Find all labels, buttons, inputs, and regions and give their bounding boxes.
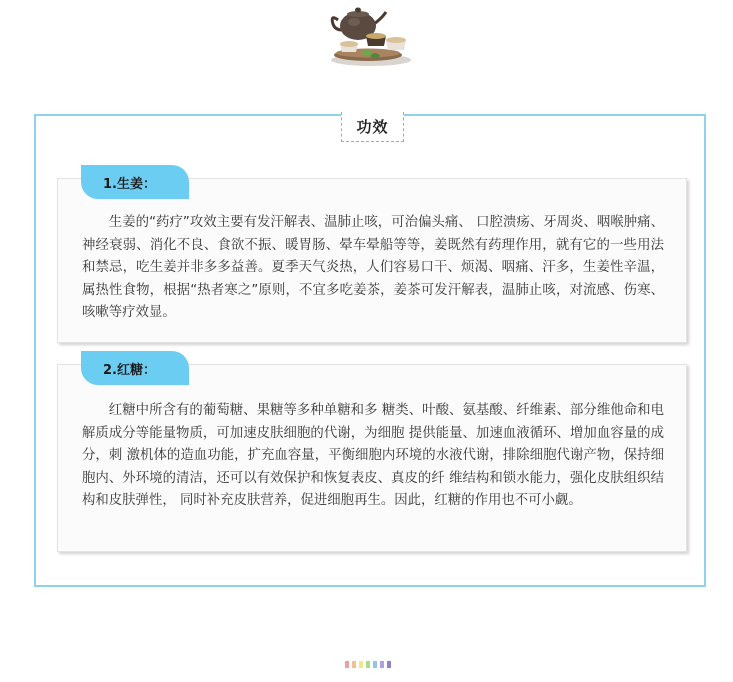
footer-dot [352,661,356,668]
item-label-tag: 2.红糖： [81,351,189,385]
section-title: 功效 [341,112,404,142]
item-label-tag: 1.生姜： [81,165,189,199]
item-description: 红糖中所含有的葡萄糖、果糖等多种单糖和多 糖类、叶酸、氨基酸、纤维素、部分维他命和电解质成分等能量物质，可加速皮肤细胞的代谢，为细胞 提供能量、加速血液循环、增加血容量的成分，刺 激机体的造血功能，扩充血容量，平衡细胞内环境的水液代谢，排除细胞代谢产物，保持细胞内、外环境的清洁，还可以有效保护和恢复表皮、真皮的纤 维结构和锁水能力，强化皮肤组织结构和皮肤弹性， 同时补充皮肤营养，促进细胞再生。因此，红糖的作用也不可小觑。 [82,403,664,508]
item-description: 生姜的“药疗”攻效主要有发汗解表、温肺止咳，可治偏头痛、 口腔溃疡、牙周炎、咽喉肿痛、神经衰弱、消化不良、食欲不振、暖胃肠、晕车晕船等等，姜既然有药理作用，就有它的一些用法和禁忌，吃生姜并非多多益善。夏季天气炎热，人们容易口干、烦渴、咽痛、汗多，生姜性辛温，属热性食物，根据“热者寒之”原则，不宜多吃姜茶，姜茶可发汗解表，温肺止咳，对流感、伤寒、咳嗽等疗效显。 [82,215,664,320]
footer-dot [366,661,370,668]
teapot-with-teacups-icon [326,0,416,68]
footer-dot [345,661,349,668]
footer-dot [359,661,363,668]
footer-color-dots [345,661,391,668]
footer-dot [373,661,377,668]
footer-dot [387,661,391,668]
footer-dot [380,661,384,668]
